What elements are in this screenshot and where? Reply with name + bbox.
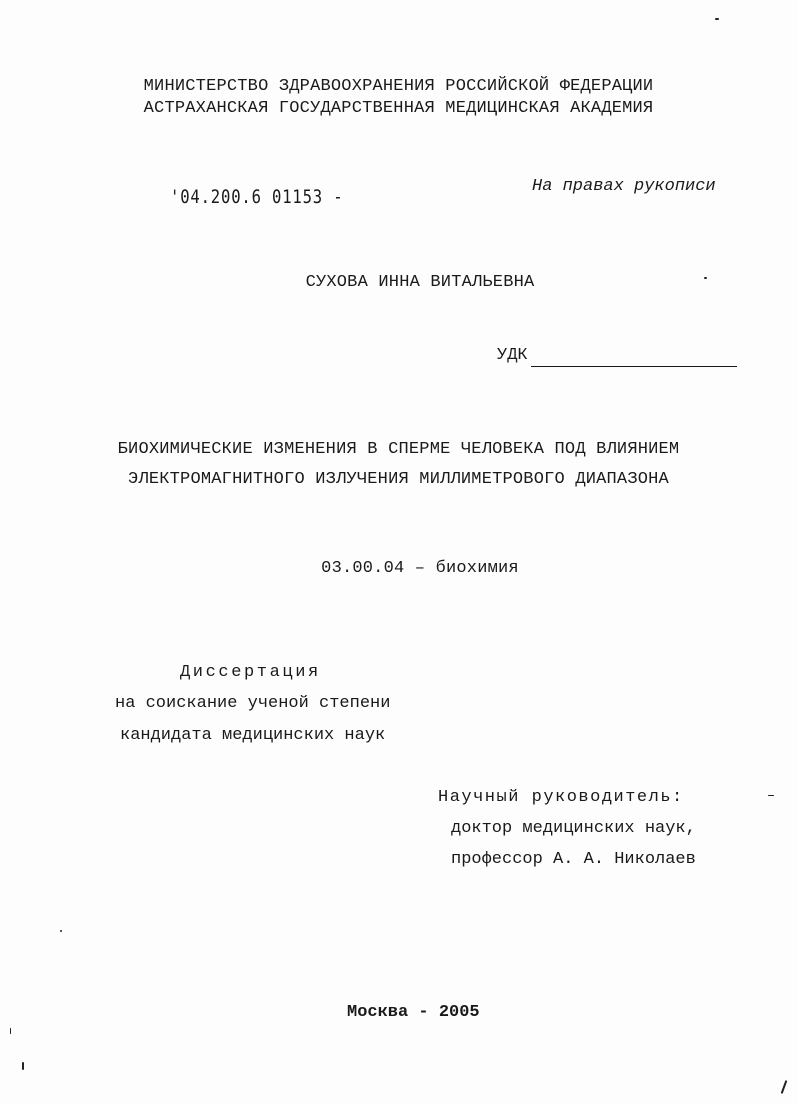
dissertation-label: Диссертация xyxy=(180,663,321,682)
ministry-heading: МИНИСТЕРСТВО ЗДРАВООХРАНЕНИЯ РОССИЙСКОЙ ФЕДЕРАЦИИ xyxy=(143,77,654,96)
udc-blank-line xyxy=(531,366,737,367)
scan-speck xyxy=(768,795,774,796)
thesis-title-line-2: ЭЛЕКТРОМАГНИТНОГО ИЗЛУЧЕНИЯ МИЛЛИМЕТРОВОГО ДИАПАЗОНА xyxy=(128,470,669,489)
thesis-title-line-1: БИОХИМИЧЕСКИЕ ИЗМЕНЕНИЯ В СПЕРМЕ ЧЕЛОВЕКА ПОД ВЛИЯНИЕМ xyxy=(117,440,680,459)
manuscript-rights-note: На правах рукописи xyxy=(532,177,716,196)
scan-speck xyxy=(10,1028,11,1034)
supervisor-name: профессор А. А. Николаев xyxy=(451,850,696,869)
scan-speck xyxy=(781,1080,788,1094)
author-name: СУХОВА ИННА ВИТАЛЬЕВНА xyxy=(305,273,535,292)
scan-speck xyxy=(22,1062,24,1070)
supervisor-label: Научный руководитель: xyxy=(438,788,684,807)
scan-speck xyxy=(715,18,719,20)
degree-name: кандидата медицинских наук xyxy=(120,726,386,745)
specialty-code: 03.00.04 – биохимия xyxy=(321,559,519,578)
academy-heading: АСТРАХАНСКАЯ ГОСУДАРСТВЕННАЯ МЕДИЦИНСКАЯ АКАДЕМИЯ xyxy=(143,99,654,118)
udc-label: УДК xyxy=(497,346,528,365)
degree-purpose: на соискание ученой степени xyxy=(115,694,391,713)
scan-speck xyxy=(704,277,707,279)
supervisor-degree: доктор медицинских наук, xyxy=(451,819,696,838)
city-year: Москва - 2005 xyxy=(347,1003,480,1022)
registry-stamp-number: '04.200.6 01153 - xyxy=(170,186,344,208)
scan-speck xyxy=(60,930,62,932)
